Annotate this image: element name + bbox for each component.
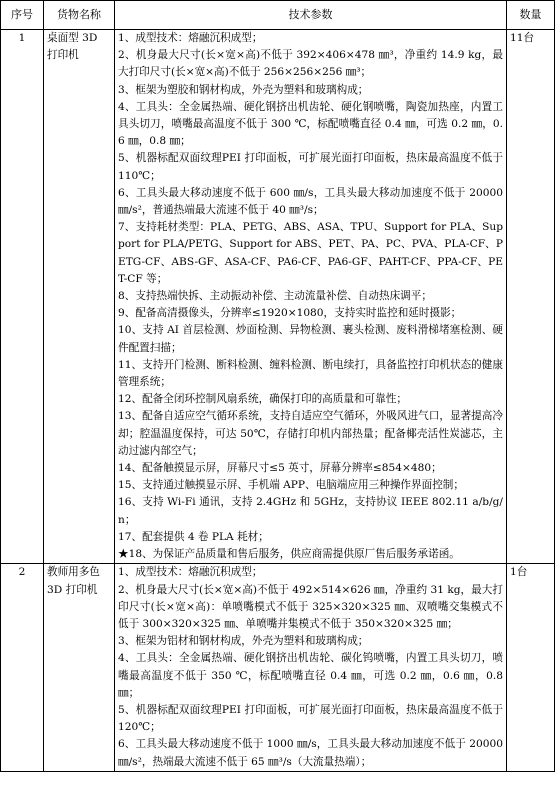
spec-line: 12、配备全闭环控制风扇系统，确保打印的高质量和可靠性； [118,393,407,406]
spec-line: 1、成型技术：熔融沉积成型； [118,32,263,44]
spec-line: 9、配备高清摄像头，分辨率≤1920×1080，支持实时监控和延时摄影； [118,307,462,320]
header-no: 序号 [1,1,44,30]
spec-line: 17、配套提供 4 卷 PLA 耗材； [118,530,269,543]
spec-line: 13、配备自适应空气循环系统，支持自适应空气循环，外吸风进气口，显著提高冷却；腔温温度保持，可达 50℃，存储打印机内部热量；配备椰壳活性炭滤芯，主动过滤内部空气； [118,410,503,457]
table-row [1,30,555,564]
spec-line: 7、支持耗材类型：PLA、PETG、ABS、ASA、TPU、Support for PLA、Support for PLA/PETG、Support for ABS、PET、PA、PC、PVA、PLA-CF、PETG-CF、ABS-GF、ASA-CF、PA6-CF、PA6-GF、PAHT-CF、PPA-CF、PET-CF 等； [118,221,503,285]
spec-line: 3、框架为塑胶和钢材构成，外壳为塑料和玻璃构成； [118,83,369,96]
spec-line: 3、框架为铝材和钢材构成，外壳为塑料和玻璃构成； [118,635,369,648]
spec-line: 14、配备触摸显示屏，屏幕尺寸≤5 英寸，屏幕分辨率≤854×480； [118,462,442,475]
header-spec: 技术参数 [115,1,507,30]
header-qty: 数量 [507,1,555,30]
row-qty: 1台 [507,564,555,771]
spec-line: 15、支持通过触摸显示屏、手机端 APP、电脑端应用三种操作界面控制； [118,479,464,492]
row-spec-list [115,30,507,564]
spec-line: 4、工具头：全金属热端、硬化钢挤出机齿轮、硬化钢喷嘴，陶瓷加热座，内置工具头切刀，喷嘴最高温度不低于 300 ℃，标配喷嘴直径 0.4 ㎜，可选 0.2 ㎜，0.6 ㎜，0.8 ㎜； [118,100,503,148]
row-item-name: 桌面型 3D 打印机 [44,30,115,564]
spec-line: 2、机身最大尺寸(长×宽×高)不低于 392×406×478 ㎜³，净重约 14.9 kg，最大打印尺寸(长×宽×高)不低于 256×256×256 ㎜³； [118,49,503,79]
spec-line: 11、支持开门检测、断料检测、缠料检测、断电续打，具备监控打印机状态的健康管理系统； [118,358,503,389]
spec-line: ★18、为保证产品质量和售后服务，供应商需提供原厂售后服务承诺函。 [118,548,460,561]
spec-line: 8、支持热端快拆、主动振动补偿、主动流量补偿、自动热床调平； [118,290,432,303]
row-item-name: 教师用多色 3D 打印机 [44,564,115,771]
spec-line: 6、工具头最大移动速度不低于 1000 ㎜/s，工具头最大移动加速度不低于 20000 ㎜/s²，热端最大流速不低于 65 ㎜³/s（大流量热端）； [118,738,503,768]
spec-line: 16、支持 Wi-Fi 通讯，支持 2.4GHz 和 5GHz，支持协议 IEEE 802.11 a/b/g/n； [118,496,503,526]
row-spec-list [115,564,507,771]
spec-line: 5、机器标配双面纹理PEI 打印面板，可扩展光面打印面板，热床最高温度不低于 120℃； [118,703,503,734]
row-no: 2 [1,564,44,771]
spec-line: 5、机器标配双面纹理PEI 打印面板，可扩展光面打印面板，热床最高温度不低于 110℃； [118,152,503,182]
header-name: 货物名称 [44,1,115,30]
spec-line: 4、工具头：全金属热端、硬化钢挤出机齿轮、碳化钨喷嘴，内置工具头切刀，喷嘴最高温度不低于 350 ℃，标配喷嘴直径 0.4 ㎜，可选 0.2 ㎜，0.6 ㎜，0.8 ㎜； [118,652,504,699]
spec-line: 6、工具头最大移动速度不低于 600 ㎜/s，工具头最大移动加速度不低于 20000 ㎜/s²，普通热端最大流速不低于 40 ㎜³/s； [118,186,503,217]
spec-line: 1、成型技术：熔融沉积成型； [118,566,263,579]
table-row [1,564,555,771]
table-header-row [1,1,555,30]
row-no: 1 [1,30,44,564]
row-qty: 11台 [507,30,555,564]
spec-line: 10、支持 AI 首层检测、炒面检测、异物检测、裹头检测、废料滑梯堵塞检测、硬件配置扫描； [118,324,503,354]
spec-line: 2、机身最大尺寸(长×宽×高)不低于 492×514×626 ㎜，净重约 31 kg，最大打印尺寸(长×宽×高)：单喷嘴模式不低于 325×320×325 ㎜、双喷嘴交集模式不低于 300×320×325 ㎜、单喷嘴并集模式不低于 350×320×325 ㎜； [118,583,503,630]
